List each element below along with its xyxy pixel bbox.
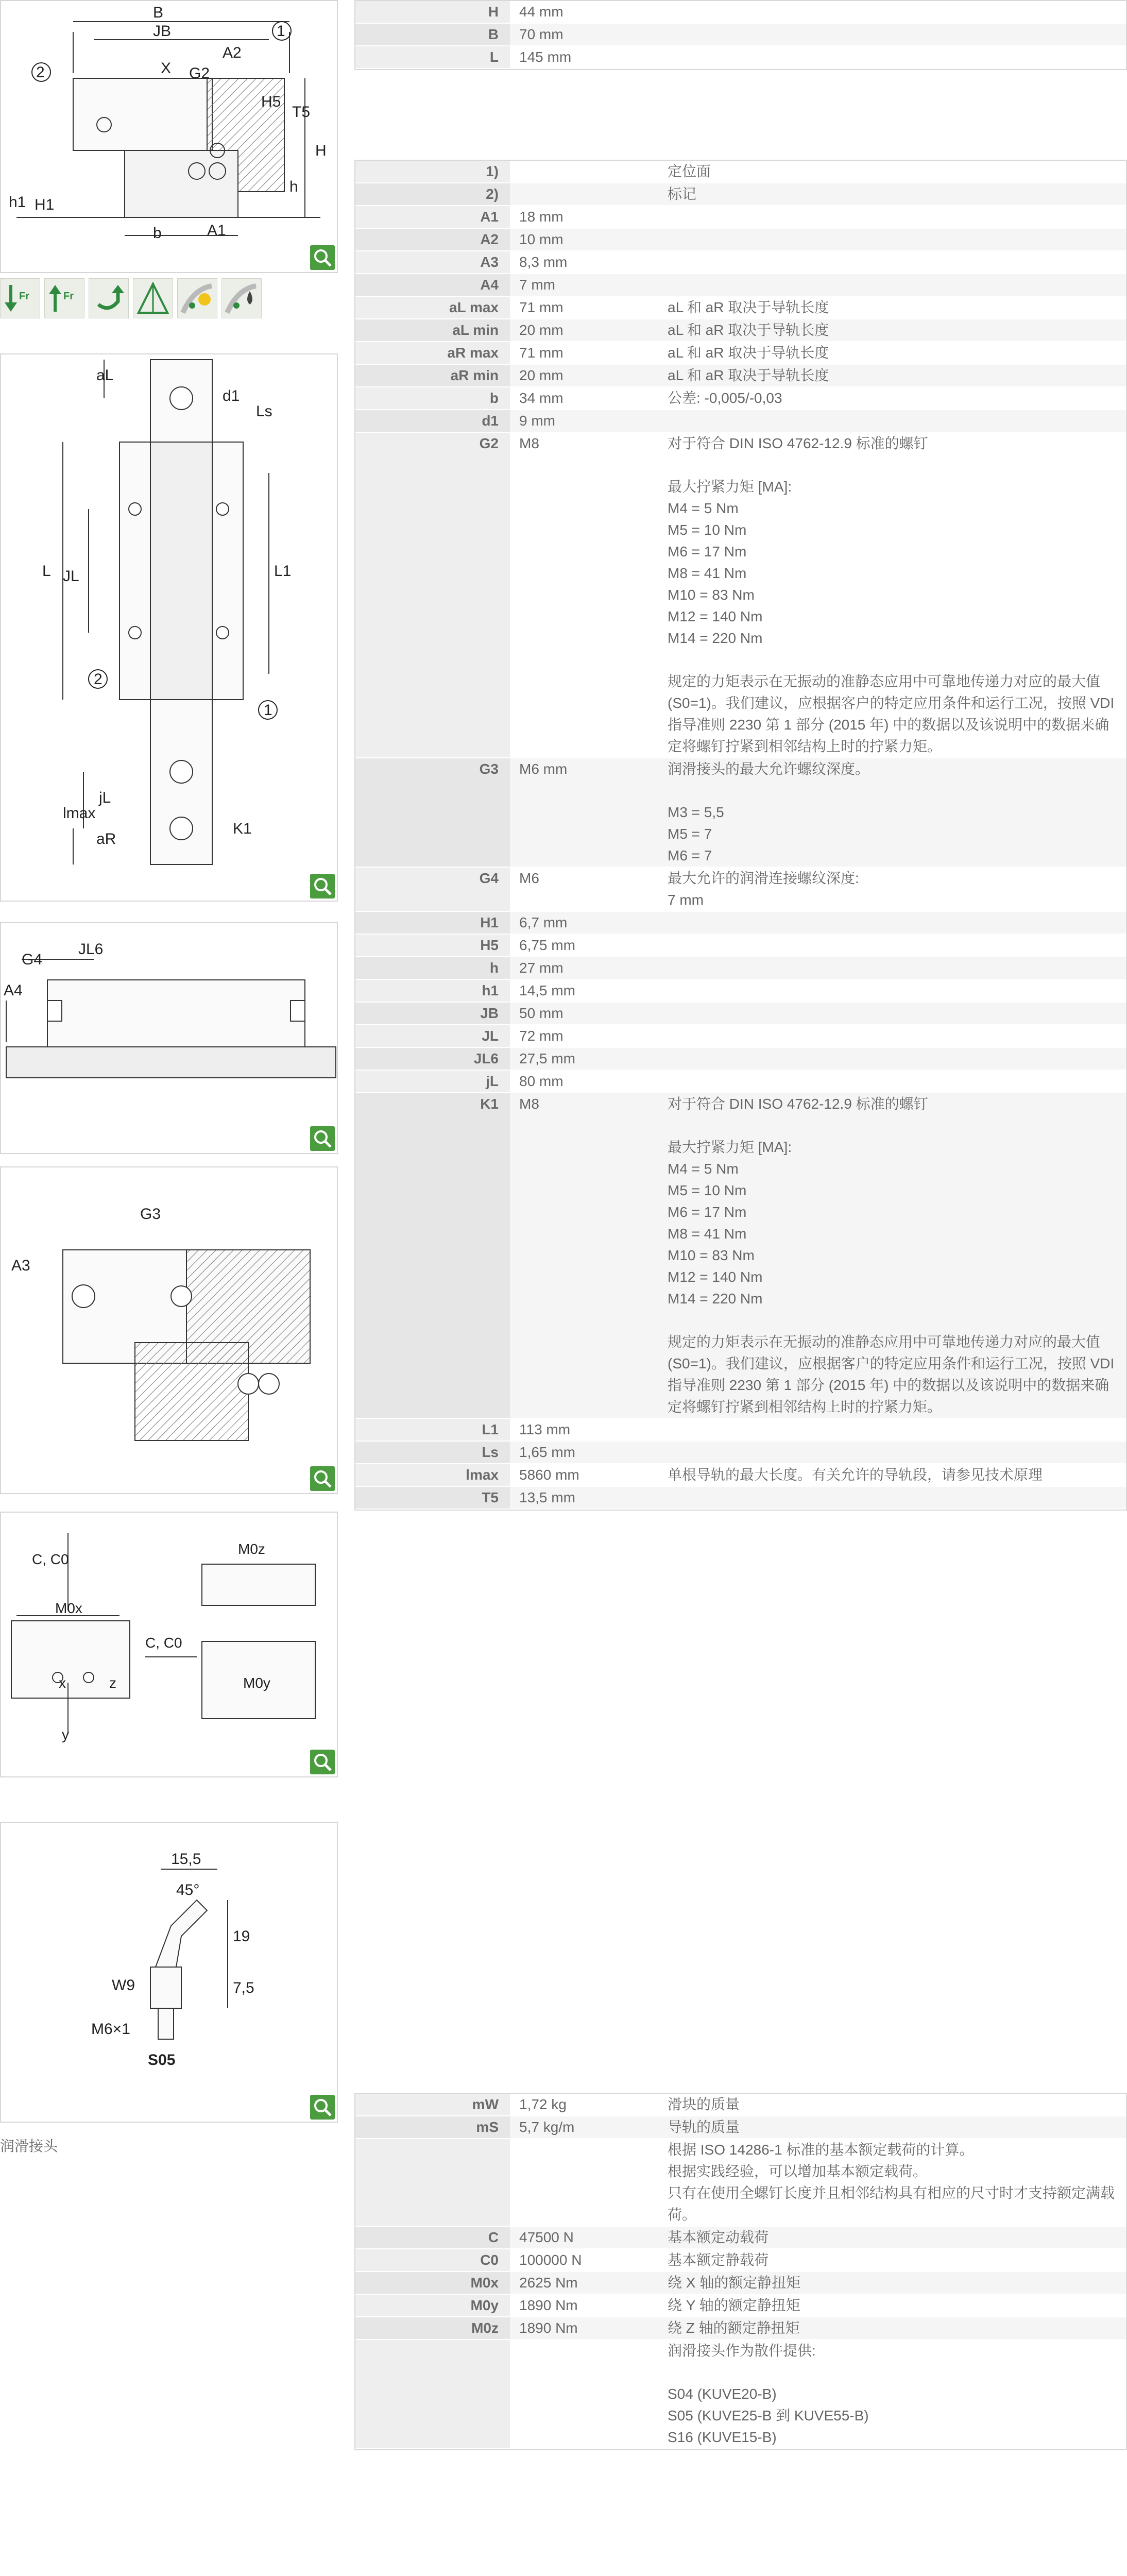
table-cell-note: 滑块的质量 [668, 2096, 740, 2112]
svg-text:Fr: Fr [19, 291, 29, 302]
table-row: L 145 mm [355, 46, 1126, 69]
table-cell-note [664, 1071, 1126, 1092]
table-cell-value: 6,7 mm [510, 912, 664, 934]
table-cell-value: 72 mm [519, 1028, 564, 1044]
diagram-caption: 润滑接头 [0, 2138, 58, 2154]
table-row [355, 935, 1126, 957]
lubrication-section-drawing [1, 1167, 337, 1466]
svg-text:T5: T5 [292, 104, 311, 121]
table-row [355, 2139, 1126, 2227]
table-cell-note: 绕 X 轴的额定静扭矩 [664, 2272, 1126, 2294]
rotation-icon [89, 278, 129, 318]
table-row [355, 2340, 1126, 2449]
table-cell-note [664, 957, 1126, 979]
svg-text:19: 19 [233, 1928, 250, 1945]
table-cell-value: 5860 mm [519, 1467, 579, 1483]
svg-text:M6×1: M6×1 [91, 2021, 130, 2038]
zoom-button[interactable] [310, 245, 335, 270]
side-view-drawing [1, 923, 337, 1119]
table-row [355, 758, 1126, 868]
table-cell-note: 润滑接头作为散件提供: S04 (KUVE20-B) S05 (KUVE25-B 到 KUVE55-B) S16 (KUVE15-B) [668, 2343, 869, 2445]
table-cell-key: H1 [355, 912, 510, 934]
table-cell-key: L1 [355, 1419, 510, 1440]
table-row [355, 1048, 1126, 1071]
side-view-diagram [0, 922, 338, 1154]
table-cell-key: b [355, 387, 510, 409]
table-row [355, 957, 1126, 980]
svg-text:b: b [153, 225, 162, 242]
table-row [355, 2249, 1126, 2272]
Fr-up-icon [44, 278, 84, 318]
table-row [355, 1464, 1126, 1487]
table-cell-note [664, 274, 1126, 296]
table-cell-key: aR min [355, 365, 510, 386]
svg-text:2: 2 [36, 64, 45, 81]
svg-text:d1: d1 [223, 387, 240, 404]
table-row [355, 161, 1126, 183]
table-cell-note [664, 1003, 1126, 1024]
table-cell-key: A2 [355, 229, 510, 250]
svg-text:B: B [153, 4, 164, 21]
svg-text:S05: S05 [148, 2052, 176, 2069]
zoom-button[interactable] [310, 1750, 335, 1774]
table-cell-note [664, 229, 1126, 250]
table-cell-note: aL 和 aR 取决于导轨长度 [668, 299, 829, 315]
table-cell-key: C [355, 2227, 510, 2248]
table-row [355, 342, 1126, 365]
svg-text:z: z [109, 1675, 116, 1691]
svg-text:1: 1 [277, 23, 285, 40]
table-cell-key: h [355, 957, 510, 979]
table-cell-key: mW [355, 2094, 510, 2115]
table-cell-key: jL [355, 1071, 510, 1092]
table-row [355, 251, 1126, 274]
table-row [355, 297, 1126, 319]
svg-text:H1: H1 [35, 196, 55, 213]
svg-text:W9: W9 [112, 1977, 135, 1994]
table-cell-key: G2 [355, 433, 510, 757]
table-cell-key: 1) [355, 161, 510, 182]
table-row [355, 2227, 1126, 2249]
table-row [355, 2272, 1126, 2295]
temperature-icon [177, 278, 217, 318]
table-row [355, 2116, 1126, 2139]
zoom-button[interactable] [310, 1466, 335, 1491]
table-cell-note: 公差: -0,005/-0,03 [668, 390, 782, 406]
table-cell-key: T5 [355, 1487, 510, 1509]
table-row [355, 1093, 1126, 1419]
table-cell-value: 80 mm [519, 1073, 564, 1089]
svg-text:15,5: 15,5 [171, 1851, 201, 1868]
table-cell-note: aL 和 aR 取决于导轨长度 [668, 345, 829, 361]
table-cell-value: 47500 N [510, 2227, 664, 2248]
table-row [355, 2317, 1126, 2340]
table-cell-key: mS [355, 2116, 510, 2138]
svg-text:JL: JL [63, 568, 79, 585]
table-cell-value: 71 mm [519, 299, 564, 315]
table-cell-note: 标记 [664, 183, 1126, 205]
table-cell-note [664, 912, 1126, 934]
table-cell-value: 1,65 mm [510, 1442, 664, 1463]
table-cell-value [510, 2340, 664, 2448]
table-cell-note [664, 206, 1126, 228]
table-cell-key [355, 2340, 510, 2448]
svg-text:7,5: 7,5 [233, 1979, 254, 1996]
svg-text:y: y [62, 1726, 69, 1742]
table-cell-value: 27,5 mm [510, 1048, 664, 1070]
svg-text:H: H [315, 142, 327, 159]
table-cell-note: 对于符合 DIN ISO 4762-12.9 标准的螺钉 最大拧紧力矩 [MA]: M4 = 5 Nm M5 = 10 Nm M6 = 17 Nm M8 = 41 Nm M10 = 83 Nm M12 = 140 Nm M14 = 220 Nm 规定的力矩表示在无振动的准静态应用中可靠地传递力对应的最大值 (S0=1)。我们建议，应根据客户的特定应用条件和运行工况，按照 VDI 指导准则 2230 第 1 部分 (2015 年) 中的数据以及该说明中的数据来确定将螺钉拧紧到相邻结构上时的拧紧力矩。 [668, 435, 1115, 754]
table-cell-key: H5 [355, 935, 510, 956]
table-cell-value: 27 mm [510, 957, 664, 979]
table-cell-note [664, 935, 1126, 956]
lubrication-section-diagram [0, 1166, 338, 1494]
table-cell-value: 20 mm [510, 319, 664, 341]
table-cell-value: 1890 Nm [510, 2317, 664, 2339]
table-cell-note: 定位面 [668, 163, 711, 179]
load-direction-drawing [1, 1513, 337, 1750]
table-row [355, 1025, 1126, 1048]
svg-text:Fr: Fr [63, 291, 74, 302]
svg-text:H5: H5 [261, 93, 281, 110]
table-cell-key: lmax [355, 1464, 510, 1486]
top-view-diagram [0, 353, 338, 902]
svg-text:M0x: M0x [55, 1600, 82, 1616]
table-cell-note: aL 和 aR 取决于导轨长度 [664, 319, 1126, 341]
lubrication-icon [221, 278, 262, 318]
cross-section-diagram [0, 0, 338, 273]
table-cell-key: aL min [355, 319, 510, 341]
table-cell-value [510, 161, 664, 182]
svg-text:jL: jL [99, 789, 111, 806]
table-cell-value: M6 mm [510, 758, 664, 867]
table-cell-value: 1,72 kg [519, 2096, 567, 2112]
table-row [355, 1487, 1126, 1510]
cross-section-drawing [1, 1, 337, 272]
table-cell-note: 基本额定静载荷 [668, 2252, 769, 2268]
table-row [355, 206, 1126, 229]
table-cell-key: aL max [355, 297, 510, 318]
svg-text:L1: L1 [274, 563, 292, 580]
svg-text:2: 2 [94, 671, 103, 688]
table-cell-key: JB [355, 1003, 510, 1024]
table-row [355, 319, 1126, 342]
table-row [355, 2094, 1126, 2116]
table-cell-key: G4 [355, 868, 510, 911]
table-cell-note: 根据 ISO 14286-1 标准的基本额定载荷的计算。 根据实践经验，可以增加基本额定载荷。 只有在使用全螺钉长度并且相邻结构具有相应的尺寸时才支持额定满载荷。 [668, 2142, 1115, 2223]
svg-text:lmax: lmax [63, 805, 96, 822]
svg-text:M0z: M0z [238, 1541, 265, 1557]
table-cell-note: 最大允许的润滑连接螺纹深度: 7 mm [668, 870, 859, 908]
table-cell-value: 8,3 mm [519, 254, 568, 270]
svg-text:A2: A2 [223, 44, 242, 61]
table-row [355, 433, 1126, 758]
svg-text:x: x [59, 1675, 66, 1691]
table-cell-note [664, 1442, 1126, 1463]
svg-text:aR: aR [96, 831, 116, 848]
table-cell-note: 基本额定动载荷 [664, 2227, 1126, 2248]
table-cell-value: 10 mm [510, 229, 664, 250]
svg-text:C, C0: C, C0 [32, 1551, 69, 1567]
table-cell-key: C0 [355, 2249, 510, 2271]
table-cell-note [664, 251, 1126, 273]
table-cell-key: d1 [355, 410, 510, 432]
table-cell-value: M8 [510, 1093, 664, 1418]
table-row [355, 365, 1126, 387]
table-cell-note [664, 410, 1126, 432]
table-cell-value: 113 mm [519, 1421, 571, 1437]
table-cell-value: 2625 Nm [510, 2272, 664, 2294]
table-cell-note [664, 1048, 1126, 1070]
table-cell-value: M6 [519, 870, 539, 886]
svg-text:A1: A1 [207, 222, 226, 239]
table-cell-key: Ls [355, 1442, 510, 1463]
table-cell-key: G3 [355, 758, 510, 867]
table-cell-value: 14,5 mm [519, 982, 575, 998]
table-cell-value: 20 mm [510, 365, 664, 386]
table-cell-key: aR max [355, 342, 510, 364]
table-cell-value [510, 183, 664, 205]
detail-dimensions-table [354, 160, 1127, 1511]
table-cell-value [510, 2139, 664, 2226]
svg-text:M0y: M0y [243, 1675, 270, 1691]
zoom-button[interactable] [310, 1126, 335, 1151]
svg-text:X: X [161, 60, 172, 77]
table-cell-key: A1 [355, 206, 510, 228]
rail-profile-icon [133, 278, 173, 318]
table-row [355, 229, 1126, 251]
table-row [355, 1419, 1126, 1442]
table-cell-value: 71 mm [519, 345, 564, 361]
table-row [355, 980, 1126, 1003]
table-cell-value: 6,75 mm [519, 937, 575, 953]
table-cell-value: M8 [519, 435, 539, 451]
svg-text:JL6: JL6 [78, 941, 104, 958]
table-row [355, 387, 1126, 410]
zoom-button[interactable] [310, 874, 335, 899]
table-cell-note [664, 1487, 1126, 1509]
table-cell-value: 1890 Nm [519, 2297, 578, 2313]
Fr-down-icon [0, 278, 40, 318]
table-cell-key: 2) [355, 183, 510, 205]
table-row [355, 274, 1126, 297]
table-row [355, 1003, 1126, 1025]
table-cell-value: 5,7 kg/m [510, 2116, 664, 2138]
svg-text:h: h [289, 178, 298, 195]
table-cell-note [664, 1419, 1126, 1440]
main-dimensions-table [354, 0, 1127, 70]
table-cell-key [355, 2139, 510, 2226]
table-cell-key: JL [355, 1025, 510, 1047]
table-cell-note: aL 和 aR 取决于导轨长度 [664, 365, 1126, 386]
table-row [355, 1442, 1126, 1464]
table-row [355, 868, 1126, 912]
table-cell-value: 50 mm [510, 1003, 664, 1024]
table-cell-value: 9 mm [510, 410, 664, 432]
svg-text:G3: G3 [140, 1206, 161, 1223]
table-cell-key: h1 [355, 980, 510, 1002]
svg-text:JB: JB [153, 23, 172, 40]
svg-text:aL: aL [96, 367, 114, 384]
table-cell-note [664, 980, 1126, 1002]
table-cell-value: 7 mm [510, 274, 664, 296]
svg-text:A3: A3 [11, 1257, 30, 1274]
table-row [355, 2295, 1126, 2317]
table-cell-note: 对于符合 DIN ISO 4762-12.9 标准的螺钉 最大拧紧力矩 [MA]: M4 = 5 Nm M5 = 10 Nm M6 = 17 Nm M8 = 41 Nm M10 = 83 Nm M12 = 140 Nm M14 = 220 Nm 规定的力矩表示在无振动的准静态应用中可靠地传递力对应的最大值 (S0=1)。我们建议，应根据客户的特定应用条件和运行工况，按照 VDI 指导准则 2230 第 1 部分 (2015 年) 中的数据以及该说明中的数据来确定将螺钉拧紧到相邻结构上时的拧紧力矩。 [664, 1093, 1126, 1418]
load-ratings-table [354, 2093, 1127, 2450]
table-row: B 70 mm [355, 24, 1126, 46]
table-cell-note: 单根导轨的最大长度。有关允许的导轨段，请参见技术原理 [668, 1467, 1043, 1483]
table-row: H 44 mm [355, 1, 1126, 24]
table-cell-note: 绕 Z 轴的额定静扭矩 [664, 2317, 1126, 2339]
table-cell-key: A3 [355, 251, 510, 273]
svg-text:Ls: Ls [256, 403, 272, 420]
svg-text:A4: A4 [4, 982, 23, 999]
table-cell-note: 导轨的质量 [664, 2116, 1126, 2138]
top-view-drawing [1, 354, 337, 870]
table-row [355, 1071, 1126, 1093]
load-direction-diagram [0, 1512, 338, 1777]
lubrication-nipple-diagram [0, 1822, 338, 2123]
table-row [355, 183, 1126, 206]
table-cell-key: JL6 [355, 1048, 510, 1070]
table-cell-key: M0y [355, 2295, 510, 2316]
table-cell-value: 13,5 mm [510, 1487, 664, 1509]
svg-text:G2: G2 [189, 65, 210, 82]
table-cell-value: 100000 N [519, 2252, 582, 2268]
svg-text:C, C0: C, C0 [145, 1635, 182, 1651]
table-cell-value: 34 mm [519, 390, 564, 406]
svg-text:45°: 45° [176, 1882, 200, 1899]
table-cell-key: K1 [355, 1093, 510, 1418]
table-cell-note [664, 1025, 1126, 1047]
svg-text:L: L [42, 563, 51, 580]
table-cell-note: 润滑接头的最大允许螺纹深度。 M3 = 5,5 M5 = 7 M6 = 7 [664, 758, 1126, 867]
svg-text:h1: h1 [9, 194, 26, 211]
svg-text:1: 1 [264, 702, 272, 719]
table-row [355, 410, 1126, 433]
svg-text:G4: G4 [22, 951, 43, 968]
table-cell-key: A4 [355, 274, 510, 296]
table-cell-value: 18 mm [519, 209, 564, 225]
table-cell-note: 绕 Y 轴的额定静扭矩 [668, 2297, 800, 2313]
table-cell-key: M0x [355, 2272, 510, 2294]
lubrication-nipple-drawing [1, 1823, 337, 2091]
svg-text:K1: K1 [233, 820, 252, 837]
feature-icons [0, 278, 262, 318]
table-row [355, 912, 1126, 935]
table-cell-key: M0z [355, 2317, 510, 2339]
zoom-button[interactable] [310, 2095, 335, 2120]
